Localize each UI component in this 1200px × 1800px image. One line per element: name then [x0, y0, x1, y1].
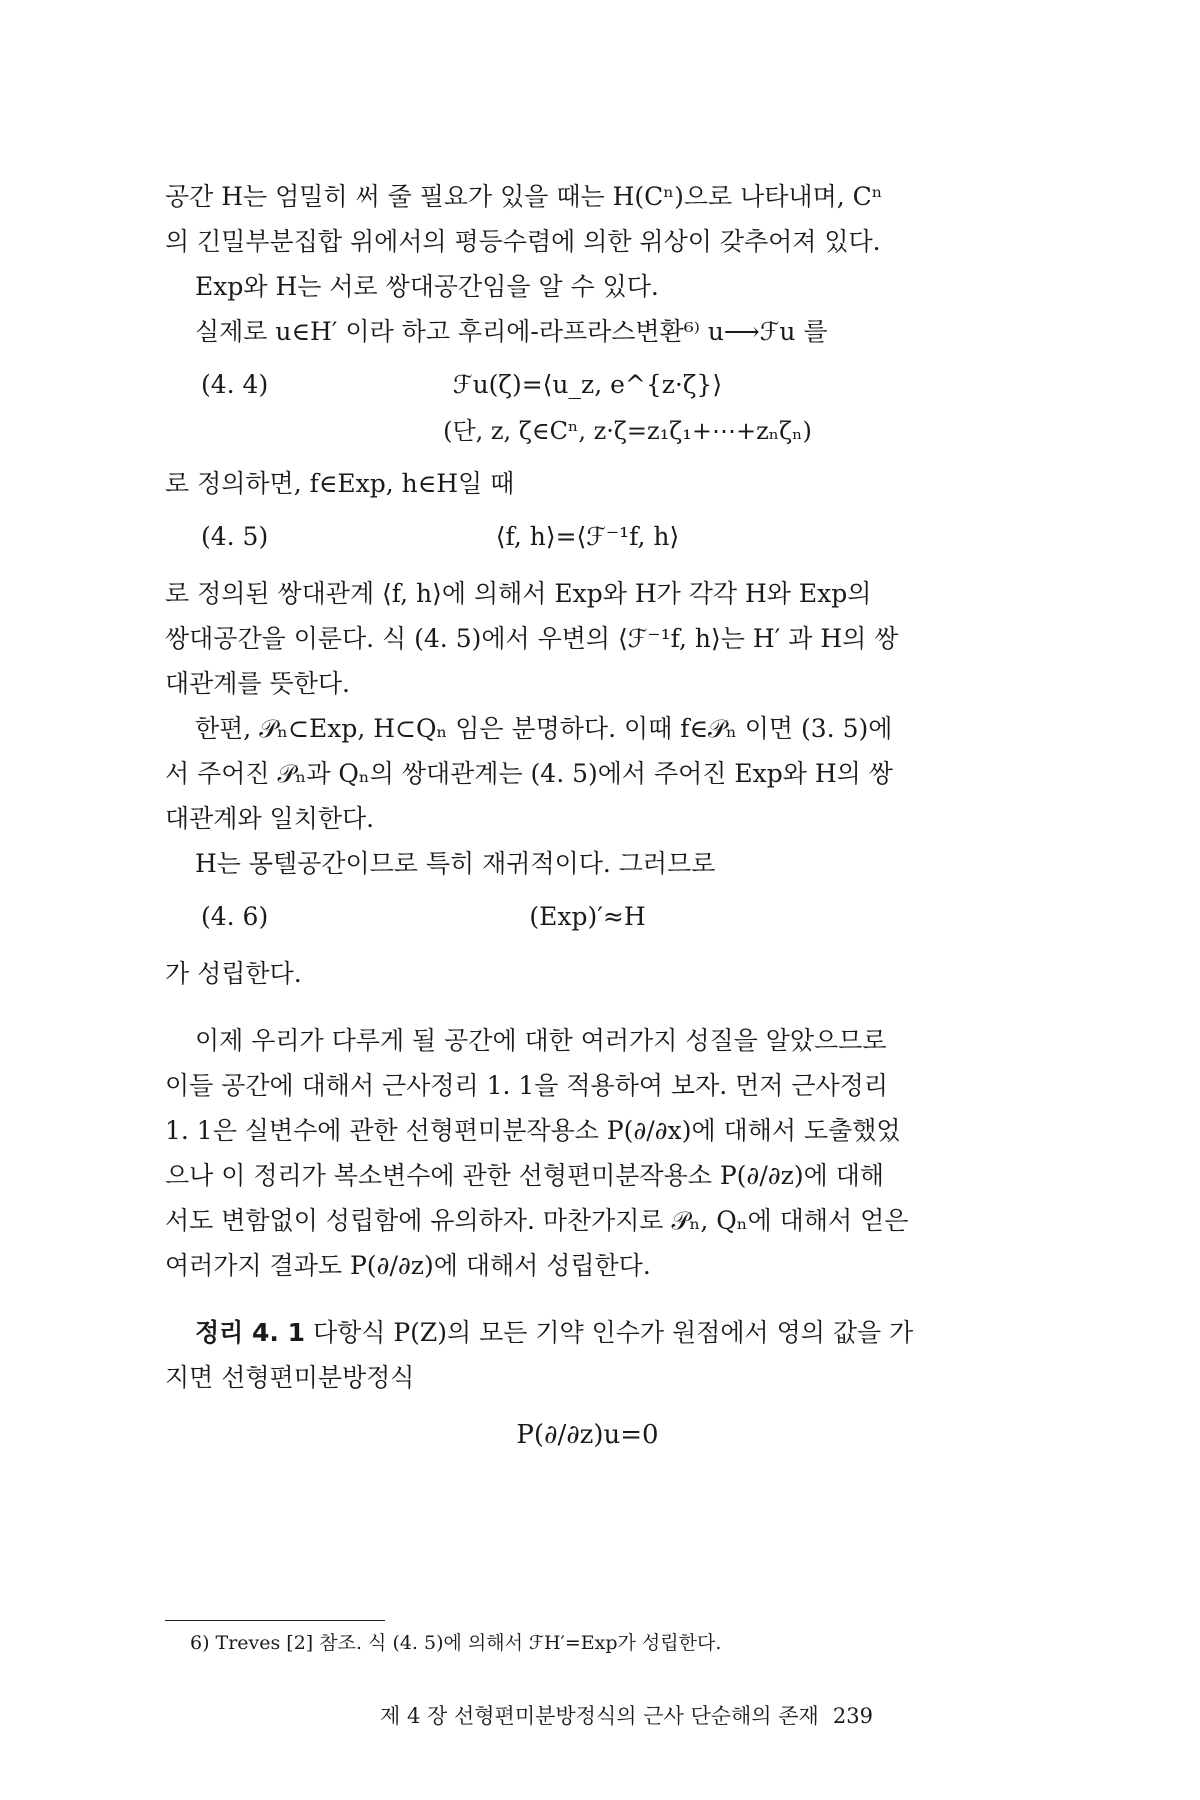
paragraph-line: 여러가지 결과도 P(∂/∂z)에 대해서 성립한다. [165, 1251, 651, 1280]
equation-condition: (단, z, ζ∈Cⁿ, z·ζ=z₁ζ₁+⋯+zₙζₙ) [443, 417, 812, 445]
equation-number: (4. 6) [201, 902, 269, 931]
paragraph-line: 이제 우리가 다루게 될 공간에 대한 여러가지 성질을 알았으므로 [195, 1026, 887, 1055]
equation-body: ⟨f, h⟩=⟨ℱ⁻¹f, h⟩ [495, 522, 680, 551]
theorem-line: 지면 선형편미분방정식 [165, 1363, 415, 1392]
paragraph-line: 한편, 𝒫ₙ⊂Exp, H⊂Qₙ 임은 분명하다. 이때 f∈𝒫ₙ 이면 (3. 5)에 [195, 714, 893, 743]
theorem-label: 정리 4. 1 [195, 1318, 305, 1347]
equation-number: (4. 5) [201, 522, 269, 551]
paragraph-line: 서도 변함없이 성립함에 유의하자. 마찬가지로 𝒫ₙ, Qₙ에 대해서 얻은 [165, 1206, 909, 1235]
running-footer [380, 1702, 873, 1730]
equation-number: (4. 4) [201, 370, 269, 399]
paragraph-line: 로 정의하면, f∈Exp, h∈H일 때 [165, 469, 515, 498]
paragraph-line: 공간 H는 엄밀히 써 줄 필요가 있을 때는 H(Cⁿ)으로 나타내며, Cⁿ [165, 182, 883, 211]
paragraph-line: 대관계를 뜻한다. [165, 669, 350, 698]
theorem-text: 다항식 P(Z)의 모든 기약 인수가 원점에서 영의 값을 가 [305, 1318, 914, 1347]
page-body [165, 178, 1010, 1469]
equation-4-5 [165, 517, 1010, 557]
equation-4-4 [165, 365, 1010, 405]
equation-4-6 [165, 897, 1010, 937]
paragraph-line: 1. 1은 실변수에 관한 선형편미분작용소 P(∂/∂x)에 대해서 도출했었 [165, 1116, 901, 1145]
paragraph-line: 서 주어진 𝒫ₙ과 Qₙ의 쌍대관계는 (4. 5)에서 주어진 Exp와 H의 쌍 [165, 759, 893, 788]
paragraph-line: Exp와 H는 서로 쌍대공간임을 알 수 있다. [195, 272, 659, 301]
theorem-line [165, 1314, 1010, 1352]
footnote-rule [165, 1620, 385, 1621]
paragraph-line: 쌍대공간을 이룬다. 식 (4. 5)에서 우변의 ⟨ℱ⁻¹f, h⟩는 H′ 과 H의 쌍 [165, 624, 899, 653]
paragraph-line: 의 긴밀부분집합 위에서의 평등수렴에 의한 위상이 갖추어져 있다. [165, 227, 881, 256]
paragraph-line: 으나 이 정리가 복소변수에 관한 선형편미분작용소 P(∂/∂z)에 대해 [165, 1161, 885, 1190]
equation-body: ℱu(ζ)=⟨u_z, e^{z·ζ}⟩ [452, 370, 723, 399]
chapter-title: 제 4 장 선형편미분방정식의 근사 단순해의 존재 [380, 1704, 819, 1728]
paragraph-line: H는 몽텔공간이므로 특히 재귀적이다. 그러므로 [195, 849, 716, 878]
paragraph-line: 로 정의된 쌍대관계 ⟨f, h⟩에 의해서 Exp와 H가 각각 H와 Exp의 [165, 579, 872, 608]
page-number: 239 [832, 1704, 873, 1728]
paragraph-line: 실제로 u∈H′ 이라 하고 후리에-라프라스변환⁶⁾ u⟶ℱu 를 [195, 317, 828, 346]
theorem-equation: P(∂/∂z)u=0 [516, 1420, 659, 1450]
equation-body: (Exp)′≈H [529, 902, 646, 931]
footnote: 6) Treves [2] 참조. 식 (4. 5)에 의해서 ℱH′=Exp가 성립한다. [190, 1632, 722, 1654]
paragraph-line: 대관계와 일치한다. [165, 804, 375, 833]
paragraph-line: 이들 공간에 대해서 근사정리 1. 1을 적용하여 보자. 먼저 근사정리 [165, 1071, 888, 1100]
paragraph-line: 가 성립한다. [165, 959, 302, 988]
